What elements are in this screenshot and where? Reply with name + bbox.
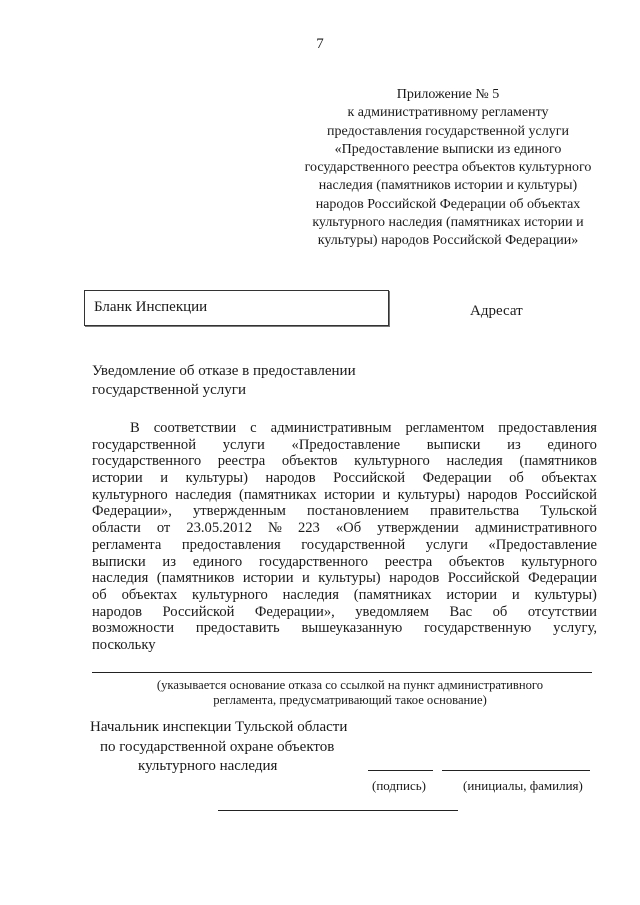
body-word: наследия bbox=[446, 453, 503, 470]
body-word: культурного bbox=[192, 586, 268, 603]
body-word: и bbox=[160, 470, 169, 487]
appendix-line: наследия (памятников истории и культуры) bbox=[318, 178, 578, 194]
body-word: культуры) bbox=[534, 586, 597, 603]
appendix-line: Приложение № 5 bbox=[396, 87, 500, 102]
body-word: народов bbox=[265, 470, 316, 487]
body-word: об bbox=[92, 586, 107, 603]
signer-line: Начальник инспекции Тульской области bbox=[90, 719, 348, 735]
body-word: выписки bbox=[92, 553, 146, 570]
inspection-letterhead-label: Бланк Инспекции bbox=[94, 299, 208, 315]
body-word: культурного bbox=[354, 453, 430, 470]
initials-line bbox=[442, 770, 590, 771]
body-word: из bbox=[162, 553, 176, 570]
body-word: предоставить bbox=[195, 620, 280, 637]
notice-title bbox=[92, 362, 356, 400]
reason-note-line: регламента, предусматривающий такое основание) bbox=[213, 692, 487, 707]
body-word: № bbox=[268, 520, 282, 537]
body-word: Федерации bbox=[528, 570, 597, 587]
body-word: единого bbox=[192, 553, 243, 570]
body-word: единого bbox=[547, 436, 597, 453]
body-line bbox=[92, 570, 597, 587]
body-word: правительства bbox=[430, 503, 520, 520]
body-word: В bbox=[130, 420, 140, 436]
body-word: поскольку bbox=[92, 636, 156, 653]
body-word: наследия bbox=[282, 586, 339, 603]
body-word: услугу, bbox=[553, 620, 597, 637]
body-line bbox=[92, 470, 597, 487]
body-word: постановлением bbox=[307, 503, 409, 520]
body-word: государственной bbox=[301, 536, 406, 553]
body-word: утвержденным bbox=[193, 503, 286, 520]
body-word: народов bbox=[92, 603, 143, 620]
body-word: административным bbox=[270, 420, 392, 436]
body-word: культурного bbox=[92, 486, 168, 503]
body-line bbox=[92, 537, 597, 554]
body-word: объектов bbox=[281, 453, 338, 470]
body-word: предоставления bbox=[498, 420, 597, 436]
body-word: регламента bbox=[92, 536, 162, 553]
body-word: 223 bbox=[297, 520, 320, 537]
addressee-label: Адресат bbox=[470, 303, 523, 319]
body-word: от bbox=[156, 520, 171, 537]
body-word: объектах bbox=[541, 470, 597, 487]
body-word: уведомляем bbox=[355, 603, 430, 620]
body-word: возможности bbox=[92, 620, 175, 637]
body-word: истории bbox=[324, 486, 375, 503]
signature-line bbox=[368, 770, 433, 771]
body-word: государственного bbox=[258, 553, 369, 570]
date-line bbox=[218, 810, 458, 811]
body-word: реестра bbox=[384, 553, 433, 570]
body-word: культуры) bbox=[397, 486, 460, 503]
body-word: 23.05.2012 bbox=[186, 520, 252, 537]
body-word: Российской bbox=[447, 570, 520, 587]
body-line bbox=[92, 453, 597, 470]
body-word: об bbox=[492, 603, 508, 620]
appendix-line: государственного реестра объектов культурного bbox=[304, 160, 592, 176]
body-word: народов bbox=[467, 486, 518, 503]
body-word: объектов bbox=[448, 553, 505, 570]
body-word: вышеуказанную bbox=[301, 620, 403, 637]
body-word: услуги bbox=[425, 536, 468, 553]
body-word: Вас bbox=[449, 603, 473, 620]
body-word: культуры) bbox=[318, 570, 381, 587]
body-line bbox=[92, 503, 597, 520]
body-word: «Предоставление bbox=[488, 536, 597, 553]
body-word: утверждении bbox=[377, 520, 459, 537]
initials-caption: (инициалы, фамилия) bbox=[463, 778, 583, 793]
body-word: об bbox=[509, 470, 524, 487]
body-word: реестра bbox=[217, 453, 266, 470]
body-word: административного bbox=[474, 520, 597, 537]
body-line bbox=[92, 637, 597, 654]
body-word: (памятников bbox=[519, 453, 597, 470]
appendix-line: народов Российской Федерации об объектах bbox=[315, 196, 581, 212]
body-word: Федерации», bbox=[92, 503, 172, 520]
page-number: 7 bbox=[316, 36, 324, 52]
body-word: регламентом bbox=[405, 420, 485, 436]
body-word: государственного bbox=[92, 453, 202, 470]
body-word: «Об bbox=[335, 520, 362, 537]
reason-note bbox=[130, 678, 570, 707]
body-word: (памятниках bbox=[353, 586, 432, 603]
body-line bbox=[92, 587, 597, 604]
body-word: Федерации», bbox=[254, 603, 335, 620]
body-word: соответствии bbox=[153, 420, 237, 436]
body-word: культуры) bbox=[185, 470, 248, 487]
body-word: (памятниках bbox=[238, 486, 317, 503]
body-word: из bbox=[507, 436, 521, 453]
notice-title-line: Уведомление об отказе в предоставлении bbox=[92, 363, 356, 379]
body-word: истории bbox=[242, 570, 294, 587]
body-word: Российской bbox=[525, 486, 597, 503]
body-word: истории bbox=[92, 470, 143, 487]
body-line bbox=[92, 487, 597, 504]
reason-fill-line bbox=[92, 672, 592, 673]
body-word: «Предоставление bbox=[291, 436, 401, 453]
body-word: и bbox=[511, 586, 520, 603]
body-word: государственную bbox=[424, 620, 532, 637]
body-word: наследия bbox=[92, 570, 149, 587]
appendix-line: «Предоставление выписки из единого bbox=[334, 141, 562, 157]
body-line bbox=[92, 420, 597, 437]
body-word: области bbox=[92, 520, 141, 537]
body-word: и bbox=[382, 486, 391, 503]
body-line bbox=[92, 604, 597, 621]
appendix-header bbox=[258, 86, 638, 251]
body-word: Тульской bbox=[540, 503, 597, 520]
body-word: народов bbox=[389, 570, 440, 587]
signer-title bbox=[90, 718, 360, 777]
body-word: культурного bbox=[521, 553, 597, 570]
appendix-line: к административному регламенту bbox=[347, 105, 549, 121]
appendix-line: культурного наследия (памятниках истории и bbox=[312, 215, 584, 231]
body-word: наследия bbox=[175, 486, 232, 503]
body-line bbox=[92, 620, 597, 637]
body-word: выписки bbox=[426, 436, 481, 453]
reason-note-line: (указывается основание отказа со ссылкой на пункт административного bbox=[156, 678, 544, 692]
body-word: с bbox=[250, 420, 257, 436]
body-word: Российской bbox=[333, 470, 406, 487]
body-line bbox=[92, 437, 597, 454]
appendix-line: предоставления государственной услуги bbox=[327, 123, 569, 139]
body-line bbox=[92, 520, 597, 537]
body-word: и bbox=[302, 570, 310, 587]
signer-line: по государственной охране объектов bbox=[100, 738, 335, 755]
notice-title-line: государственной услуги bbox=[92, 382, 246, 398]
appendix-line: культуры) народов Российской Федерации» bbox=[317, 233, 579, 249]
notice-body-text bbox=[92, 420, 597, 654]
body-word: предоставления bbox=[181, 536, 281, 553]
body-word: истории bbox=[446, 586, 498, 603]
body-word: государственной bbox=[92, 436, 197, 453]
signature-caption: (подпись) bbox=[372, 778, 426, 793]
body-word: объектах bbox=[121, 586, 178, 603]
body-word: (памятников bbox=[156, 570, 235, 587]
body-word: отсутствии bbox=[527, 603, 597, 620]
body-word: услуги bbox=[222, 436, 265, 453]
body-line bbox=[92, 554, 597, 571]
body-word: Федерации bbox=[422, 470, 492, 487]
body-word: Российской bbox=[162, 603, 235, 620]
signer-line: культурного наследия bbox=[138, 758, 278, 774]
